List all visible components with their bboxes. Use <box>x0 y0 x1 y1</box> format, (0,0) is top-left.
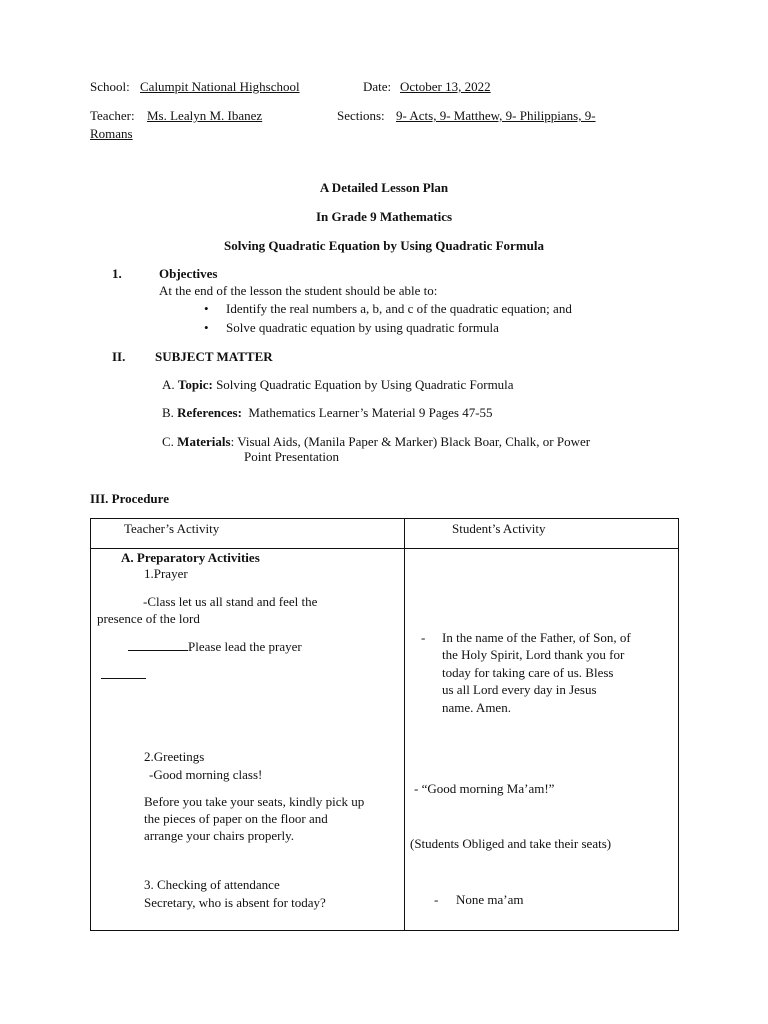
references-line <box>162 405 493 421</box>
topic-prefix: A. <box>162 377 175 392</box>
objectives-heading: Objectives <box>159 266 218 281</box>
sections-label: Sections: <box>337 108 385 123</box>
prayer-response-line: us all Lord every day in Jesus <box>442 682 597 697</box>
date-value: October 13, 2022 <box>400 79 491 94</box>
references-value: Mathematics Learner’s Material 9 Pages 47-55 <box>248 405 493 420</box>
materials-value: : Visual Aids, (Manila Paper & Marker) Black Boar, Chalk, or Power <box>230 434 591 449</box>
prayer-lead-line <box>128 639 302 655</box>
topic-line <box>162 377 514 393</box>
materials-label: Materials <box>177 434 231 449</box>
attendance-response: None ma’am <box>456 892 524 907</box>
greetings-instruction-line: the pieces of paper on the floor and <box>144 811 328 826</box>
greetings-instruction-line: Before you take your seats, kindly pick up <box>144 794 365 809</box>
grade-title: In Grade 9 Mathematics <box>315 209 453 224</box>
prayer-lead-text: Please lead the prayer <box>188 639 302 654</box>
references-prefix: B. <box>162 405 174 420</box>
materials-line <box>162 434 590 450</box>
prayer-response-line: In the name of the Father, of Son, of <box>442 630 631 645</box>
objectives-number: 1. <box>112 266 122 281</box>
student-activity-cell <box>405 549 679 931</box>
prayer-teacher-line-cont: presence of the lord <box>97 611 200 626</box>
students-seated-response: (Students Obliged and take their seats) <box>410 836 612 851</box>
sections-value: 9- Acts, 9- Matthew, 9- Philippians, 9- <box>396 108 596 123</box>
teacher-activity-header <box>91 519 405 549</box>
objective-item: • Identify the real numbers a, b, and c of the quadratic equation; and <box>226 301 572 317</box>
greetings-teacher-line: -Good morning class! <box>149 767 263 782</box>
prayer-heading: 1.Prayer <box>144 566 188 581</box>
attendance-question: Secretary, who is absent for today? <box>144 895 326 910</box>
greetings-response: - “Good morning Ma’am!” <box>414 781 555 796</box>
references-label: References: <box>177 405 242 420</box>
student-activity-header <box>405 519 679 549</box>
attendance-heading: 3. Checking of attendance <box>144 877 280 892</box>
topic-value: Solving Quadratic Equation by Using Quadratic Formula <box>216 377 514 392</box>
procedure-table <box>90 518 679 931</box>
prayer-response-line: name. Amen. <box>442 700 511 715</box>
name-blank <box>128 639 188 651</box>
response-blank <box>101 667 146 679</box>
materials-prefix: C. <box>162 434 174 449</box>
prayer-teacher-line: -Class let us all stand and feel the <box>143 594 318 609</box>
objectives-intro: At the end of the lesson the student should be able to: <box>159 283 438 298</box>
sections-value-cont: Romans <box>90 126 133 141</box>
response-blank-line <box>101 667 146 683</box>
subject-matter-heading: SUBJECT MATTER <box>155 349 273 364</box>
student-activity-header-text: Student’s Activity <box>452 521 546 536</box>
table-row <box>91 549 679 931</box>
prayer-response-line: the Holy Spirit, Lord thank you for <box>442 647 625 662</box>
school-label: School: <box>90 79 130 94</box>
document-title: A Detailed Lesson Plan <box>319 180 449 195</box>
lesson-title: Solving Quadratic Equation by Using Quadratic Formula <box>224 238 544 253</box>
prayer-response-dash: - <box>421 630 426 645</box>
procedure-heading: III. Procedure <box>90 491 169 506</box>
teacher-activity-cell <box>91 549 405 931</box>
subject-matter-number: II. <box>112 349 126 364</box>
school-value: Calumpit National Highschool <box>140 79 300 94</box>
objective-item: • Solve quadratic equation by using quadratic formula <box>226 320 499 336</box>
attendance-response-dash: - <box>434 892 439 907</box>
greetings-instruction-line: arrange your chairs properly. <box>144 828 295 843</box>
teacher-label: Teacher: <box>90 108 135 123</box>
teacher-activity-header-text: Teacher’s Activity <box>124 521 220 536</box>
topic-label: Topic: <box>177 377 213 392</box>
prayer-response-line: today for taking care of us. Bless <box>442 665 614 680</box>
table-header-row <box>91 519 679 549</box>
date-label: Date: <box>363 79 392 94</box>
greetings-heading: 2.Greetings <box>144 749 205 764</box>
preparatory-activities-heading: A. Preparatory Activities <box>121 550 260 565</box>
materials-value-cont: Point Presentation <box>244 449 339 464</box>
teacher-value: Ms. Lealyn M. Ibanez <box>147 108 263 123</box>
